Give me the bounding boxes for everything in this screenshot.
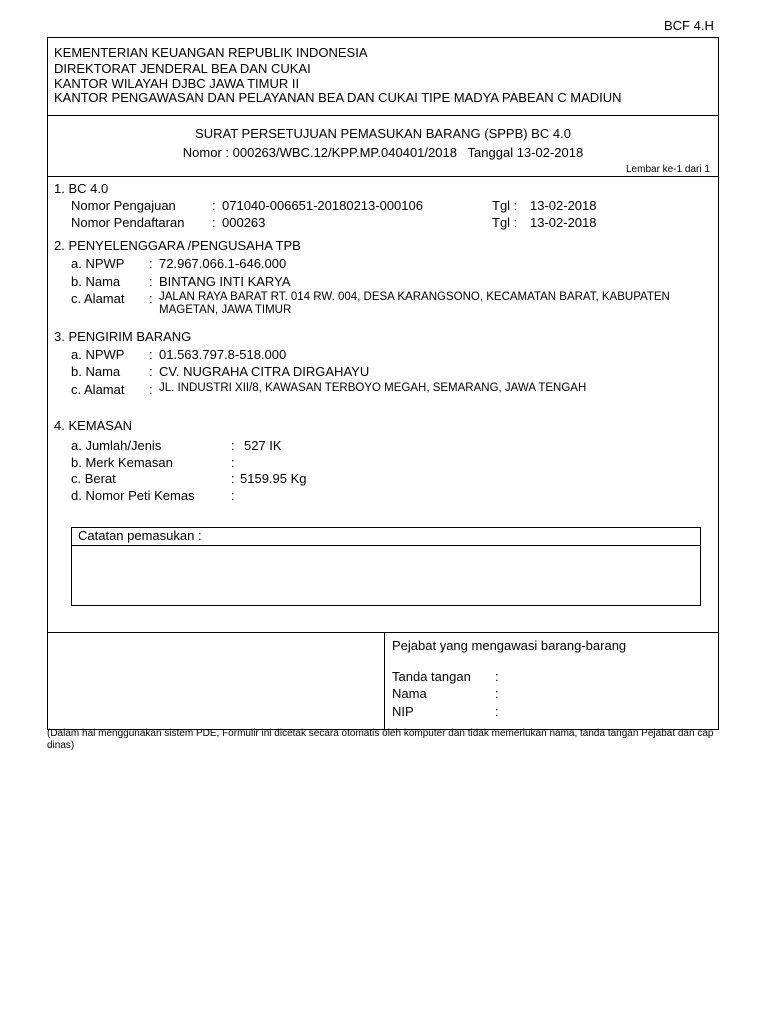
operator-address-line2: MAGETAN, JAWA TIMUR [159, 304, 292, 316]
registration-date-value: 13-02-2018 [530, 215, 597, 230]
registration-number-label: Nomor Pendaftaran [71, 215, 185, 230]
submission-number-label: Nomor Pengajuan [71, 198, 176, 213]
package-brand-label: b. Merk Kemasan [71, 455, 173, 470]
title-divider [47, 176, 719, 177]
header-line-regional-office: KANTOR WILAYAH DJBC JAWA TIMUR II [54, 76, 300, 91]
sender-name-label: b. Nama [71, 364, 121, 379]
sheet-counter: Lembar ke-1 dari 1 [626, 164, 710, 175]
header-line-directorate: DIREKTORAT JENDERAL BEA DAN CUKAI [54, 61, 311, 76]
package-count-label: a. Jumlah/Jenis [71, 438, 162, 453]
notes-divider [71, 545, 701, 546]
operator-address-label: c. Alamat [71, 291, 125, 306]
weight-label: c. Berat [71, 471, 116, 486]
document-number: Nomor : 000263/WBC.12/KPP.MP.040401/2018 Tanggal 13-02-2018 [182, 145, 584, 160]
document-title: SURAT PERSETUJUAN PEMASUKAN BARANG (SPPB) BC 4.0 [195, 126, 571, 141]
colon: : [149, 347, 153, 362]
supervisor-heading: Pejabat yang mengawasi barang-barang [392, 638, 627, 653]
sender-npwp-value: 01.563.797.8-518.000 [159, 347, 287, 362]
footnote: (Dalam hal menggunakan sistem PDE, Formulir ini dicetak secara otomatis oleh komputer dan tidak memerlukan nama, tanda tangan Pejabat dan cap dinas) [47, 728, 714, 751]
sender-address-value: JL. INDUSTRI XII/8, KAWASAN TERBOYO MEGAH, SEMARANG, JAWA TENGAH [159, 382, 587, 394]
operator-name-value: BINTANG INTI KARYA [159, 274, 291, 289]
signature-divider [47, 632, 719, 633]
registration-number-value: 000263 [222, 215, 266, 230]
colon: : [212, 215, 216, 230]
weight-value: 5159.95 Kg [240, 471, 307, 486]
operator-npwp-value: 72.967.066.1-646.000 [159, 256, 287, 271]
colon: : [495, 669, 499, 684]
submission-number-value: 071040-006651-20180213-000106 [222, 198, 423, 213]
colon: : [212, 198, 216, 213]
submission-date-label: Tgl : [492, 198, 518, 213]
header-divider [47, 115, 719, 116]
operator-npwp-label: a. NPWP [71, 256, 125, 271]
colon: : [149, 364, 153, 379]
colon: : [231, 488, 235, 503]
section-operator-heading: 2. PENYELENGGARA /PENGUSAHA TPB [54, 238, 301, 253]
nip-label: NIP [392, 704, 414, 719]
header-line-ministry: KEMENTERIAN KEUANGAN REPUBLIK INDONESIA [54, 45, 368, 60]
colon: : [149, 382, 153, 397]
colon: : [231, 455, 235, 470]
signature-column-divider [384, 632, 385, 730]
colon: : [231, 438, 235, 453]
colon: : [495, 686, 499, 701]
colon: : [231, 471, 235, 486]
operator-name-label: b. Nama [71, 274, 121, 289]
sender-address-label: c. Alamat [71, 382, 125, 397]
section-sender-heading: 3. PENGIRIM BARANG [54, 329, 192, 344]
officer-name-label: Nama [392, 686, 427, 701]
header-line-customs-office: KANTOR PENGAWASAN DAN PELAYANAN BEA DAN CUKAI TIPE MADYA PABEAN C MADIUN [54, 90, 622, 105]
package-count-value: 527 IK [244, 438, 282, 453]
colon: : [149, 256, 153, 271]
colon: : [495, 704, 499, 719]
colon: : [149, 291, 153, 306]
sender-npwp-label: a. NPWP [71, 347, 125, 362]
form-code: BCF 4.H [664, 18, 714, 33]
sender-name-value: CV. NUGRAHA CITRA DIRGAHAYU [159, 364, 370, 379]
section-bc40-heading: 1. BC 4.0 [54, 181, 109, 196]
colon: : [149, 274, 153, 289]
signature-label: Tanda tangan [392, 669, 471, 684]
container-number-label: d. Nomor Peti Kemas [71, 488, 195, 503]
submission-date-value: 13-02-2018 [530, 198, 597, 213]
notes-label: Catatan pemasukan : [78, 528, 202, 543]
section-packaging-heading: 4. KEMASAN [54, 418, 133, 433]
operator-address-line1: JALAN RAYA BARAT RT. 014 RW. 004, DESA KARANGSONO, KECAMATAN BARAT, KABUPATEN [159, 291, 670, 303]
registration-date-label: Tgl : [492, 215, 518, 230]
